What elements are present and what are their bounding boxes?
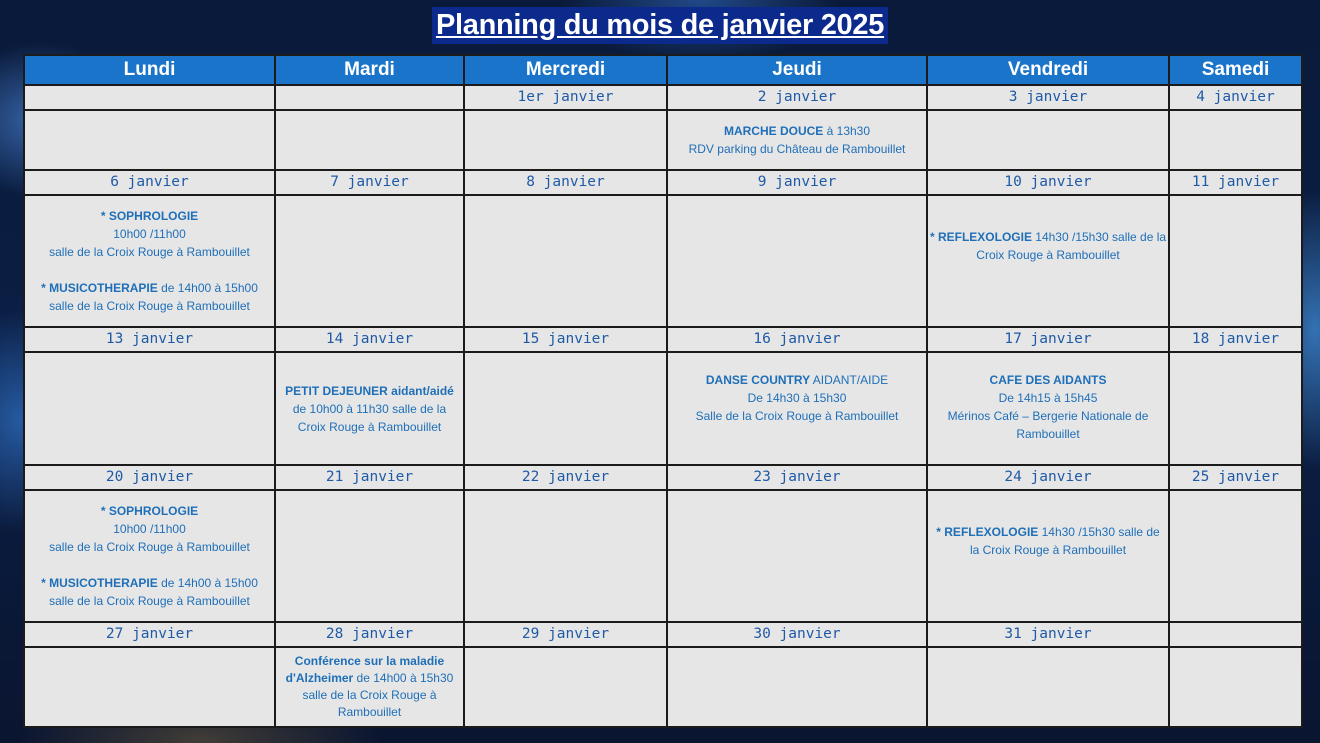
event-row-week3 [24, 352, 1302, 465]
day-header-vendredi: Vendredi [927, 55, 1169, 85]
day-header-jeudi: Jeudi [667, 55, 927, 85]
date-cell: 4 janvier [1169, 85, 1302, 110]
date-row-week4 [24, 465, 1302, 490]
event-cell [275, 195, 464, 327]
date-cell: 9 janvier [667, 170, 927, 195]
event-cell [464, 490, 667, 622]
event-name: PETIT DEJEUNER aidant/aidé [285, 383, 454, 398]
event-cell [927, 647, 1169, 727]
event-time: à 13h30 [823, 124, 871, 138]
event-cell-reflexologie [927, 195, 1169, 327]
event-time: De 14h15 à 15h45 [998, 391, 1098, 405]
event-audience: AIDANT/AIDE [810, 373, 889, 387]
event-cell [667, 647, 927, 727]
event-name: CAFE DES AIDANTS [989, 373, 1107, 387]
date-cell: 30 janvier [667, 622, 927, 647]
date-row-week2 [24, 170, 1302, 195]
event-place-cont: Rambouillet [337, 705, 402, 719]
event-name: * MUSICOTHERAPIE [41, 576, 158, 590]
event-place: salle de la Croix Rouge à Rambouillet [49, 299, 250, 313]
event-cell [1169, 352, 1302, 465]
date-cell: 17 janvier [927, 327, 1169, 352]
day-header-samedi: Samedi [1169, 55, 1302, 85]
event-cell-conference [275, 647, 464, 727]
event-time: 10h00 /11h00 [113, 227, 186, 241]
event-place: la Croix Rouge à Rambouillet [969, 543, 1127, 557]
event-cell [24, 352, 275, 465]
date-cell: 10 janvier [927, 170, 1169, 195]
event-row-week4 [24, 490, 1302, 622]
date-cell: 25 janvier [1169, 465, 1302, 490]
date-cell: 1er janvier [464, 85, 667, 110]
event-detail: 14h30 /15h30 salle de [1038, 525, 1160, 539]
event-time: 10h00 /11h00 [113, 522, 186, 536]
event-name: DANSE COUNTRY [705, 373, 811, 387]
event-name-cont: d'Alzheimer [285, 671, 354, 685]
date-row-week5 [24, 622, 1302, 647]
event-cell [1169, 110, 1302, 170]
event-place: Mérinos Café – Bergerie Nationale de [947, 409, 1149, 423]
date-cell: 13 janvier [24, 327, 275, 352]
event-place: salle de la Croix Rouge à [302, 688, 437, 702]
date-cell: 7 janvier [275, 170, 464, 195]
page-title-wrap [0, 7, 1320, 44]
event-name: Conférence sur la maladie [294, 654, 445, 668]
date-cell: 3 janvier [927, 85, 1169, 110]
date-cell: 8 janvier [464, 170, 667, 195]
event-cell [24, 647, 275, 727]
date-cell: 21 janvier [275, 465, 464, 490]
event-name: * MUSICOTHERAPIE [41, 281, 158, 295]
event-cell [667, 490, 927, 622]
date-cell [1169, 622, 1302, 647]
date-row-week3 [24, 327, 1302, 352]
weekday-header-row [24, 55, 1302, 85]
day-header-mardi: Mardi [275, 55, 464, 85]
date-cell: 11 janvier [1169, 170, 1302, 195]
event-cell-danse-country [667, 352, 927, 465]
date-cell: 29 janvier [464, 622, 667, 647]
event-cell [275, 490, 464, 622]
date-cell: 14 janvier [275, 327, 464, 352]
event-place: salle de la Croix Rouge à Rambouillet [49, 245, 250, 259]
event-cell-sophro-musico [24, 490, 275, 622]
event-cell-reflexologie [927, 490, 1169, 622]
event-cell-sophro-musico [24, 195, 275, 327]
event-place: salle de la Croix Rouge à Rambouillet [49, 594, 250, 608]
event-cell-marche-douce [667, 110, 927, 170]
date-cell: 23 janvier [667, 465, 927, 490]
event-cell [1169, 490, 1302, 622]
date-cell: 18 janvier [1169, 327, 1302, 352]
event-time: De 14h30 à 15h30 [747, 391, 847, 405]
event-cell-cafe-aidants [927, 352, 1169, 465]
event-cell [667, 195, 927, 327]
event-name: * SOPHROLOGIE [100, 209, 199, 223]
date-cell [24, 85, 275, 110]
event-cell [464, 110, 667, 170]
page-title: Planning du mois de janvier 2025 [432, 7, 888, 44]
event-cell [464, 647, 667, 727]
event-cell [1169, 195, 1302, 327]
event-cell-petit-dejeuner [275, 352, 464, 465]
event-place: salle de la Croix Rouge à Rambouillet [49, 540, 250, 554]
event-cell [464, 195, 667, 327]
event-detail: de 10h00 à 11h30 salle de la [292, 401, 447, 416]
event-place: Croix Rouge à Rambouillet [976, 248, 1120, 262]
event-row-week1 [24, 110, 1302, 170]
event-cell [275, 110, 464, 170]
event-row-week2 [24, 195, 1302, 327]
event-place: Croix Rouge à Rambouillet [297, 419, 442, 434]
date-cell: 27 janvier [24, 622, 275, 647]
event-name: * SOPHROLOGIE [100, 504, 199, 518]
event-cell [24, 110, 275, 170]
date-cell: 15 janvier [464, 327, 667, 352]
date-row-week1 [24, 85, 1302, 110]
event-place: RDV parking du Château de Rambouillet [688, 142, 906, 156]
date-cell: 16 janvier [667, 327, 927, 352]
date-cell: 2 janvier [667, 85, 927, 110]
event-time: de 14h00 à 15h00 [157, 576, 258, 590]
date-cell: 28 janvier [275, 622, 464, 647]
event-name: * REFLEXOLOGIE [936, 525, 1039, 539]
date-cell: 22 janvier [464, 465, 667, 490]
event-cell [1169, 647, 1302, 727]
event-row-week5 [24, 647, 1302, 727]
date-cell: 24 janvier [927, 465, 1169, 490]
day-header-lundi: Lundi [24, 55, 275, 85]
event-cell [464, 352, 667, 465]
date-cell: 20 janvier [24, 465, 275, 490]
event-name: MARCHE DOUCE [723, 124, 824, 138]
event-detail: 14h30 /15h30 salle de la [1031, 230, 1167, 244]
event-time: de 14h00 à 15h00 [157, 281, 258, 295]
event-place: Salle de la Croix Rouge à Rambouillet [695, 409, 899, 423]
date-cell: 31 janvier [927, 622, 1169, 647]
event-cell [927, 110, 1169, 170]
date-cell [275, 85, 464, 110]
day-header-mercredi: Mercredi [464, 55, 667, 85]
event-place-cont: Rambouillet [1016, 427, 1080, 441]
event-name: * REFLEXOLOGIE [929, 230, 1032, 244]
date-cell: 6 janvier [24, 170, 275, 195]
event-time: de 14h00 à 15h30 [353, 671, 454, 685]
calendar-table [23, 54, 1303, 728]
